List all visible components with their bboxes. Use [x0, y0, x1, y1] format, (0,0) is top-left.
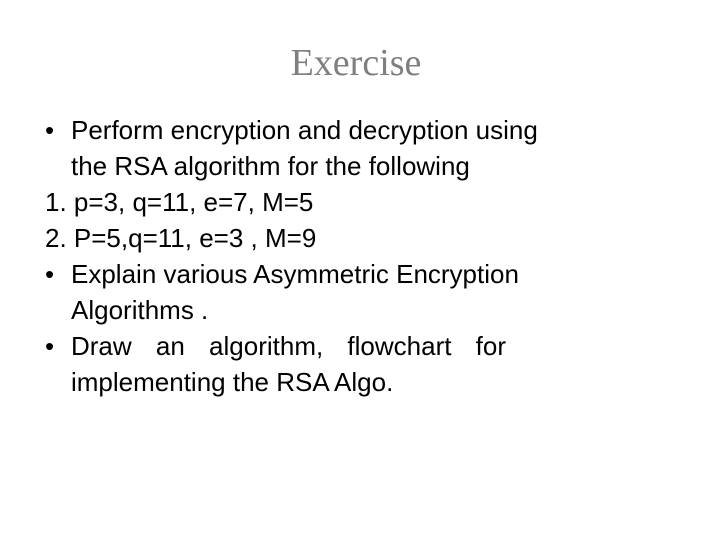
numbered-line [45, 184, 645, 220]
bullet-line [45, 328, 645, 364]
bullet-marker: • [45, 259, 55, 289]
bullet-text-continued: implementing the RSA Algo. [71, 367, 394, 397]
bullet-text: Draw an algorithm, flowchart for [71, 331, 507, 361]
bullet-marker: • [45, 331, 55, 361]
bullet-text-continued: the RSA algorithm for the following [71, 151, 470, 181]
numbered-line [45, 220, 645, 256]
continuation-line [45, 292, 645, 328]
bullet-text-continued: Algorithms . [71, 295, 209, 325]
continuation-line [45, 364, 645, 400]
numbered-item: 1. p=3, q=11, e=7, M=5 [45, 187, 314, 217]
bullet-text: Perform encryption and decryption using [71, 115, 538, 145]
bullet-line [45, 112, 645, 148]
bullet-marker: • [45, 115, 55, 145]
slide-body [45, 112, 645, 400]
slide-title: Exercise [290, 42, 422, 84]
numbered-item: 2. P=5,q=11, e=3 , M=9 [45, 223, 317, 253]
continuation-line [45, 148, 645, 184]
bullet-text: Explain various Asymmetric Encryption [71, 259, 519, 289]
bullet-line [45, 256, 645, 292]
